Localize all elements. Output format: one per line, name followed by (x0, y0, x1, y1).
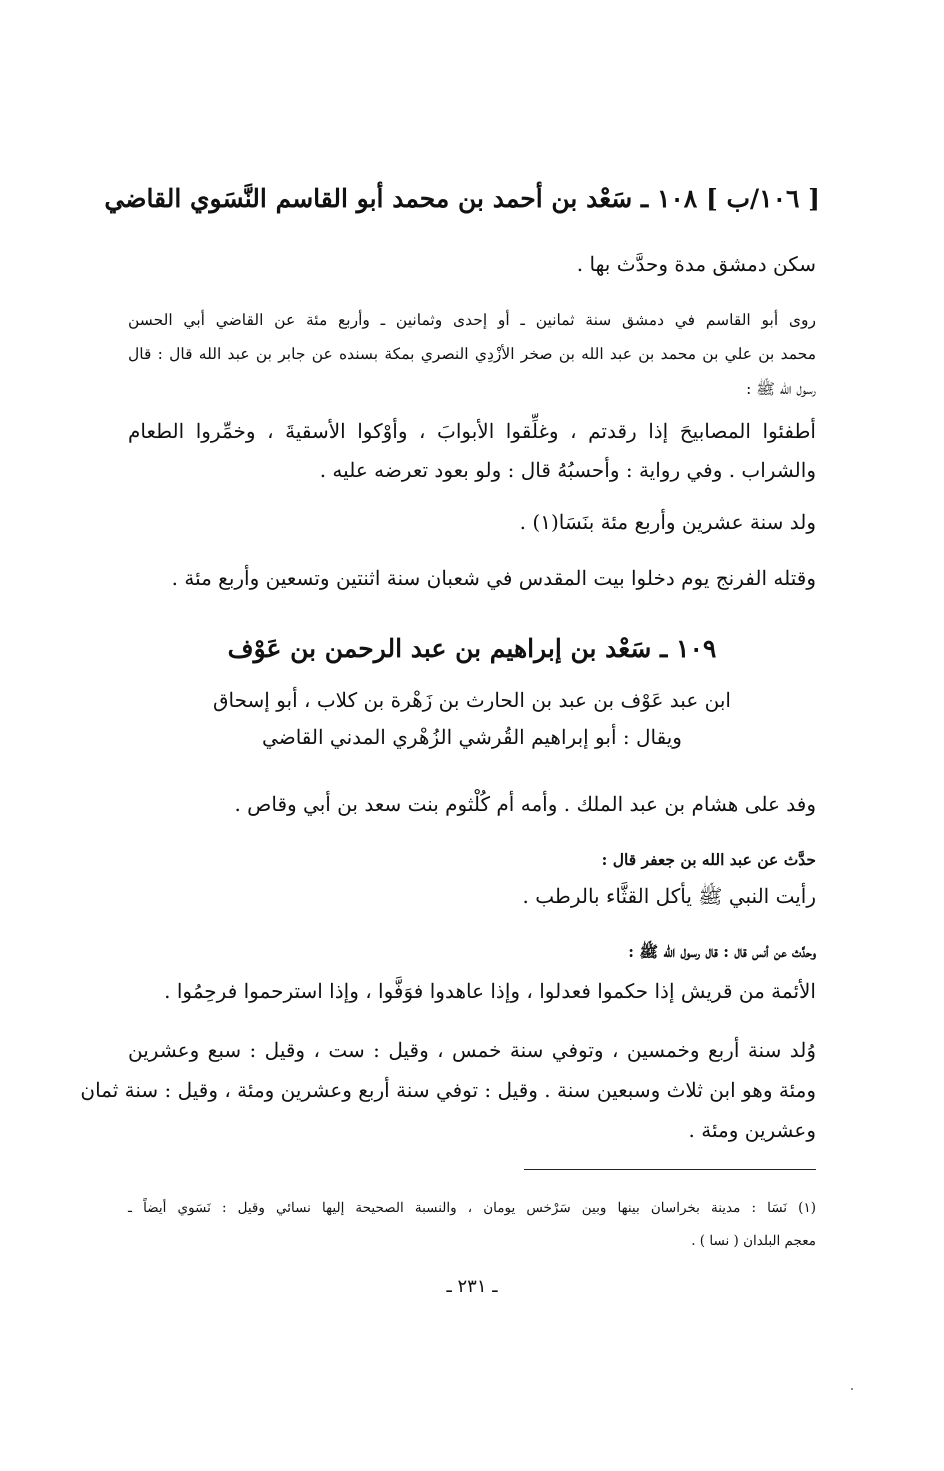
entry-109-visit: وفد على هشام بن عبد الملك . وأمه أم كُلْثوم بنت سعد بن أبي وقاص . (234, 792, 816, 816)
entry-108-isnad-line-2: محمد بن علي بن محمد بن عبد الله بن صخر الأزْدِي النصري بمكة بسنده عن جابر بن عبد الله قال : قال (128, 345, 816, 363)
entry-109-final-line-3: وعشرين ومئة . (688, 1118, 816, 1142)
entry-109-final-line-2: ومئة وهو ابن ثلاث وسبعين سنة . وقيل : توفي سنة أربع وعشرين ومئة ، وقيل : سنة ثمان (80, 1078, 816, 1102)
page-number: ـ ٢٣١ ـ (446, 1276, 498, 1297)
entry-109-lineage-line-2: ويقال : أبو إبراهيم القُرشي الزُهْري المدني القاضي (262, 725, 682, 749)
entry-109-narration-1-intro: حدَّث عن عبد الله بن جعفر قال : (601, 850, 816, 869)
entry-109-narration-1-text: رأيت النبي ﷺ يأكل القثَّاء بالرطب . (522, 884, 816, 908)
entry-108-death: وقتله الفرنج يوم دخلوا بيت المقدس في شعبان سنة اثنتين وتسعين وأربع مئة . (171, 566, 816, 590)
footnote-line-2: معجم البلدان ( نسا ) . (691, 1233, 816, 1249)
entry-109-narration-2-intro: وحدَّث عن أنس قال : قال رسول الله ﷺ : (628, 942, 816, 961)
entry-109-final-line-1: وُلد سنة أربع وخمسين ، وتوفي سنة خمس ، وقيل : ست ، وقيل : سبع وعشرين (128, 1038, 816, 1062)
scan-speck (851, 1388, 853, 1390)
entry-108-hadith-line-1: أطفئوا المصابيحَ إذا رقدتم ، وغلِّقوا الأبوابَ ، وأوْكوا الأسقيةَ ، وخمِّروا الطعام (128, 419, 816, 443)
entry-109-narration-2-text: الأئمة من قريش إذا حكموا فعدلوا ، وإذا عاهدوا فوَفَّوا ، وإذا استرحموا فرحِمُوا . (164, 979, 816, 1003)
entry-108-isnad-line-3: رسول الله ﷺ : (746, 380, 816, 398)
entry-109-heading: ١٠٩ ـ سَعْد بن إبراهيم بن عبد الرحمن بن عَوْف (227, 634, 717, 663)
footnote-divider (524, 1169, 816, 1170)
entry-108-hadith-line-2: والشراب . وفي رواية : وأحسبُهُ قال : ولو بعود تعرضه عليه . (319, 458, 816, 482)
entry-108-residence: سكن دمشق مدة وحدَّث بها . (576, 252, 816, 276)
entry-108-birth: ولد سنة عشرين وأربع مئة بنَسَا(١) . (519, 510, 816, 534)
footnote-line-1: (١) نَسَا : مدينة بخراسان بينها وبين سَرْخس يومان ، والنسبة الصحيحة إليها نسائي وقيل : نَسَوي أيضاً ـ (128, 1200, 816, 1216)
entry-109-lineage-line-1: ابن عبد عَوْف بن عبد بن الحارث بن زَهْرة بن كلاب ، أبو إسحاق (213, 688, 731, 712)
entry-108-isnad-line-1: روى أبو القاسم في دمشق سنة ثمانين ـ أو إحدى وثمانين ـ وأربع مئة عن القاضي أبي الحسن (128, 311, 816, 329)
entry-108-heading: [ ١٠٦/ب ] ١٠٨ ـ سَعْد بن أحمد بن محمد أبو القاسم النَّسَوي القاضي (104, 184, 820, 213)
